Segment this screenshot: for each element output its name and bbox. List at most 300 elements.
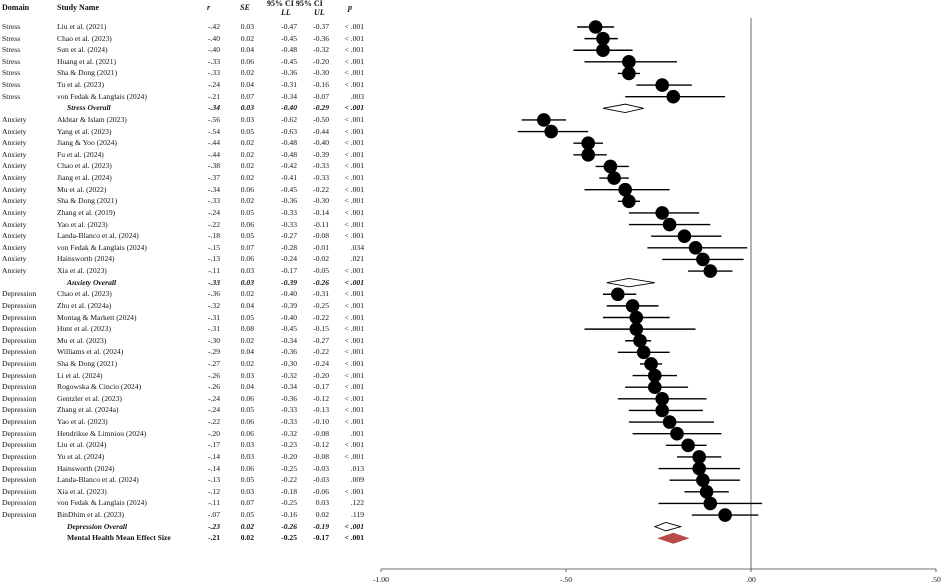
cell-ul: -0.26	[313, 277, 329, 287]
cell-se: 0.08	[240, 324, 254, 334]
overall-diamond	[603, 104, 644, 112]
cell-study: Li et al. (2024)	[57, 370, 103, 380]
cell-se: 0.05	[240, 231, 254, 241]
cell-domain: Depression	[2, 382, 37, 392]
cell-ul: -0.50	[313, 114, 329, 124]
cell-study: Tu et al. (2023)	[57, 80, 104, 90]
grand-mean-diamond	[659, 533, 689, 543]
cell-ul: -0.19	[313, 521, 329, 531]
cell-study: Rogowska & Cincio (2024)	[57, 382, 142, 392]
cell-ul: -0.10	[313, 417, 329, 427]
cell-p: < .001	[344, 266, 364, 276]
cell-p: < .001	[344, 486, 364, 496]
effect-size-point	[655, 392, 669, 406]
cell-ul: -0.44	[313, 126, 329, 136]
cell-domain: Depression	[2, 451, 37, 461]
cell-domain: Depression	[2, 347, 37, 357]
cell-ll: -0.45	[281, 56, 297, 66]
header-r: r	[207, 3, 211, 12]
cell-se: 0.02	[240, 33, 254, 43]
cell-ll: -0.32	[281, 428, 297, 438]
cell-ll: -0.26	[281, 521, 297, 531]
cell-p: < .001	[344, 393, 364, 403]
cell-ul: -0.22	[313, 347, 329, 357]
cell-p: < .001	[344, 161, 364, 171]
cell-ul: -0.08	[313, 451, 329, 461]
effect-size-point	[581, 136, 595, 150]
header-ci: 95% CI 95% CI	[267, 0, 323, 8]
cell-ll: -0.42	[281, 161, 297, 171]
effect-size-point	[696, 473, 710, 487]
cell-se: 0.07	[240, 242, 254, 252]
cell-r: -.29	[207, 347, 220, 357]
cell-study: Yao et al. (2023)	[57, 417, 108, 427]
cell-r: -.11	[208, 266, 220, 276]
cell-ll: -0.36	[281, 196, 297, 206]
cell-ll: -0.63	[281, 126, 297, 136]
cell-ul: -0.06	[313, 486, 329, 496]
cell-ul: -0.05	[313, 266, 329, 276]
cell-p: < .001	[344, 149, 364, 159]
cell-ll: -0.32	[281, 370, 297, 380]
cell-ul: -0.25	[313, 300, 329, 310]
cell-r: -.33	[207, 56, 220, 66]
cell-r: -.44	[207, 149, 220, 159]
effect-size-point	[678, 229, 692, 243]
cell-ll: -0.45	[281, 324, 297, 334]
cell-ll: -0.25	[281, 463, 297, 473]
cell-r: -.34	[207, 103, 220, 113]
cell-domain: Depression	[2, 417, 37, 427]
cell-se: 0.05	[240, 312, 254, 322]
cell-r: -.37	[207, 173, 220, 183]
cell-domain: Stress	[2, 22, 21, 31]
cell-se: 0.05	[240, 510, 254, 520]
cell-ll: -0.34	[281, 91, 297, 101]
cell-r: -.30	[207, 335, 220, 345]
cell-se: 0.04	[240, 45, 254, 55]
cell-study: Jiang et al. (2024)	[57, 173, 112, 183]
cell-r: -.32	[207, 300, 220, 310]
cell-domain: Depression	[2, 335, 37, 345]
cell-ul: -0.20	[313, 370, 329, 380]
cell-study: Landa-Blanco et al. (2024)	[57, 475, 139, 485]
effect-size-point	[648, 369, 662, 383]
cell-domain: Depression	[2, 370, 37, 380]
cell-ul: 0.02	[315, 510, 329, 520]
effect-size-point	[700, 485, 714, 499]
x-tick-label: -.50	[559, 575, 573, 584]
cell-ul: -0.02	[313, 254, 329, 264]
cell-study: Zhang et al. (2019)	[57, 207, 116, 217]
cell-ul: -0.29	[313, 103, 329, 113]
cell-p: < .001	[344, 207, 364, 217]
cell-se: 0.06	[240, 254, 254, 264]
cell-study: BinDhim et al. (2023)	[57, 510, 125, 520]
cell-ll: -0.48	[281, 149, 297, 159]
cell-study: von Fedak & Langlais (2024)	[57, 91, 147, 101]
cell-domain: Anxiety	[2, 126, 27, 136]
effect-size-point	[692, 450, 706, 464]
cell-r: -.15	[207, 242, 220, 252]
cell-se: 0.06	[240, 393, 254, 403]
cell-se: 0.05	[240, 207, 254, 217]
cell-study: von Fedak & Langlais (2024)	[57, 498, 147, 508]
cell-se: 0.02	[240, 173, 254, 183]
cell-p: < .001	[344, 521, 364, 531]
cell-ul: -0.39	[313, 149, 329, 159]
effect-size-point	[630, 322, 644, 336]
cell-study: Mu et al. (2022)	[57, 184, 107, 194]
effect-size-point	[626, 299, 640, 313]
cell-r: -.07	[207, 510, 220, 520]
cell-study: Liu et al. (2024)	[57, 440, 107, 450]
cell-p: < .001	[344, 45, 364, 55]
cell-p: .001	[350, 428, 364, 438]
cell-se: 0.02	[240, 138, 254, 148]
cell-p: < .001	[344, 138, 364, 148]
cell-ll: -0.27	[281, 231, 297, 241]
cell-study: Gentzler et al. (2023)	[57, 393, 122, 403]
cell-study: Xia et al. (2023)	[57, 486, 107, 496]
cell-p: < .001	[344, 114, 364, 124]
cell-ul: -0.16	[313, 80, 329, 90]
cell-ul: -0.24	[313, 358, 329, 368]
effect-size-point	[655, 206, 669, 220]
cell-domain: Depression	[2, 498, 37, 508]
cell-p: < .001	[344, 451, 364, 461]
cell-study: Chao et al. (2023)	[57, 289, 112, 299]
cell-r: -.33	[207, 196, 220, 206]
cell-domain: Anxiety	[2, 161, 27, 171]
cell-p: < .001	[344, 231, 364, 241]
cell-study: Sha & Dong (2021)	[57, 196, 118, 206]
cell-ul: -0.12	[313, 440, 329, 450]
cell-ll: -0.45	[281, 184, 297, 194]
cell-domain: Anxiety	[2, 266, 27, 276]
cell-r: -.24	[207, 207, 220, 217]
cell-domain: Depression	[2, 440, 37, 450]
cell-study: Yao et al. (2023)	[57, 219, 108, 229]
effect-size-point	[637, 346, 651, 360]
cell-ll: -0.39	[281, 277, 297, 287]
cell-domain: Stress	[2, 68, 21, 78]
cell-ll: -0.48	[281, 138, 297, 148]
cell-ll: -0.40	[281, 289, 297, 299]
cell-domain: Depression	[2, 324, 37, 334]
cell-p: .122	[350, 498, 364, 508]
cell-ll: -0.31	[281, 80, 297, 90]
cell-study: Mental Health Mean Effect Size	[67, 533, 171, 543]
cell-r: -.21	[207, 533, 220, 543]
cell-p: < .001	[344, 312, 364, 322]
cell-study: Jiang & Yoo (2024)	[57, 138, 117, 148]
cell-domain: Anxiety	[2, 207, 27, 217]
cell-se: 0.03	[240, 277, 254, 287]
cell-r: -.54	[207, 126, 220, 136]
cell-study: Zhu et al. (2024a)	[57, 300, 112, 310]
cell-study: Chao et al. (2023)	[57, 161, 112, 171]
cell-p: < .001	[344, 370, 364, 380]
cell-ul: -0.17	[313, 382, 329, 392]
cell-ul: -0.20	[313, 56, 329, 66]
cell-study: Liu et al. (2021)	[57, 22, 107, 31]
effect-size-point	[607, 171, 621, 185]
cell-p: < .001	[344, 196, 364, 206]
cell-se: 0.03	[240, 440, 254, 450]
cell-se: 0.07	[240, 91, 254, 101]
cell-se: 0.02	[240, 358, 254, 368]
cell-domain: Anxiety	[2, 219, 27, 229]
cell-r: -.20	[207, 428, 220, 438]
cell-se: 0.03	[240, 103, 254, 113]
cell-se: 0.03	[240, 370, 254, 380]
cell-ul: -0.33	[313, 161, 329, 171]
cell-se: 0.02	[240, 289, 254, 299]
cell-r: -.27	[207, 358, 220, 368]
cell-r: -.44	[207, 138, 220, 148]
cell-r: -.17	[207, 440, 220, 450]
header-p: p	[348, 3, 352, 12]
cell-ul: -0.07	[313, 91, 329, 101]
cell-study: Depression Overall	[67, 521, 128, 531]
cell-r: -.42	[207, 22, 220, 31]
cell-ul: -0.11	[313, 219, 329, 229]
cell-se: 0.03	[240, 22, 254, 31]
cell-domain: Depression	[2, 486, 37, 496]
cell-domain: Stress	[2, 45, 21, 55]
cell-domain: Depression	[2, 358, 37, 368]
cell-ul: -0.31	[313, 289, 329, 299]
cell-p: < .001	[344, 533, 364, 543]
cell-study: Hunt et al. (2023)	[57, 324, 111, 334]
effect-size-point	[618, 183, 632, 197]
cell-study: Sha & Dong (2021)	[57, 68, 118, 78]
cell-se: 0.06	[240, 184, 254, 194]
cell-ll: -0.45	[281, 33, 297, 43]
cell-study: Huang et al. (2021)	[57, 56, 117, 66]
cell-study: Mu et al. (2023)	[57, 335, 107, 345]
cell-r: -.18	[207, 231, 220, 241]
cell-p: < .001	[344, 289, 364, 299]
cell-r: -.38	[207, 161, 220, 171]
cell-study: Sun et al. (2024)	[57, 45, 108, 55]
cell-se: 0.04	[240, 80, 254, 90]
cell-se: 0.04	[240, 382, 254, 392]
effect-size-point	[630, 311, 644, 325]
cell-r: -.23	[207, 521, 220, 531]
effect-size-point	[604, 160, 618, 174]
cell-se: 0.02	[240, 68, 254, 78]
cell-ll: -0.40	[281, 103, 297, 113]
cell-domain: Stress	[2, 33, 21, 43]
cell-p: < .001	[344, 219, 364, 229]
cell-se: 0.05	[240, 405, 254, 415]
header-se: SE	[240, 3, 250, 12]
cell-r: -.26	[207, 382, 220, 392]
effect-size-point	[622, 55, 636, 69]
cell-r: -.36	[207, 289, 220, 299]
effect-size-point	[667, 90, 681, 104]
cell-ll: -0.36	[281, 347, 297, 357]
cell-r: -.34	[207, 184, 220, 194]
cell-ll: -0.25	[281, 533, 297, 543]
cell-ul: -0.12	[313, 393, 329, 403]
cell-study: von Fedak & Langlais (2024)	[57, 242, 147, 252]
cell-r: -.33	[207, 277, 220, 287]
cell-p: .119	[350, 510, 364, 520]
cell-r: -.11	[208, 498, 220, 508]
cell-ul: -0.01	[313, 242, 329, 252]
cell-study: Fu et al. (2024)	[57, 149, 104, 159]
effect-size-point	[663, 218, 677, 232]
cell-p: .013	[350, 463, 364, 473]
cell-se: 0.02	[240, 196, 254, 206]
cell-se: 0.06	[240, 56, 254, 66]
cell-ul: -0.37	[313, 22, 329, 31]
cell-ul: -0.17	[313, 533, 329, 543]
effect-size-point	[704, 497, 718, 511]
cell-ll: -0.24	[281, 254, 297, 264]
cell-domain: Anxiety	[2, 242, 27, 252]
cell-ll: -0.34	[281, 382, 297, 392]
cell-domain: Stress	[2, 56, 21, 66]
cell-ul: -0.22	[313, 312, 329, 322]
cell-domain: Depression	[2, 312, 37, 322]
cell-ll: -0.47	[281, 22, 297, 31]
cell-ul: -0.03	[313, 463, 329, 473]
cell-ul: -0.03	[313, 475, 329, 485]
effect-size-point	[692, 462, 706, 476]
cell-ul: -0.08	[313, 428, 329, 438]
effect-size-point	[596, 43, 610, 57]
cell-ll: -0.41	[281, 173, 297, 183]
cell-ll: -0.36	[281, 68, 297, 78]
x-tick-label: -1.00	[373, 575, 389, 584]
cell-se: 0.05	[240, 126, 254, 136]
cell-p: < .001	[344, 33, 364, 43]
cell-ll: -0.20	[281, 451, 297, 461]
cell-domain: Anxiety	[2, 149, 27, 159]
effect-size-point	[611, 287, 625, 301]
cell-p: < .001	[344, 277, 364, 287]
cell-ll: -0.39	[281, 300, 297, 310]
cell-study: Akhtar & Islam (2023)	[57, 114, 127, 124]
cell-r: -.31	[207, 312, 220, 322]
cell-p: .034	[350, 242, 364, 252]
cell-study: Anxiety Overall	[67, 277, 117, 287]
effect-size-point	[537, 113, 551, 127]
cell-se: 0.06	[240, 428, 254, 438]
cell-ll: -0.33	[281, 207, 297, 217]
cell-ul: -0.33	[313, 173, 329, 183]
cell-se: 0.02	[240, 521, 254, 531]
cell-r: -.13	[207, 475, 220, 485]
effect-size-point	[663, 415, 677, 429]
cell-domain: Depression	[2, 405, 37, 415]
cell-se: 0.04	[240, 347, 254, 357]
header-ll: LL	[281, 8, 291, 17]
cell-p: < .001	[344, 68, 364, 78]
cell-domain: Anxiety	[2, 114, 27, 124]
cell-ll: -0.36	[281, 393, 297, 403]
cell-r: -.40	[207, 33, 220, 43]
cell-study: Hendrikse & Limniou (2024)	[57, 428, 147, 438]
cell-p: < .001	[344, 300, 364, 310]
cell-ll: -0.40	[281, 312, 297, 322]
cell-study: Landa-Blanco et al. (2024)	[57, 231, 139, 241]
cell-study: Xia et al. (2023)	[57, 266, 107, 276]
cell-ll: -0.17	[281, 266, 297, 276]
cell-se: 0.02	[240, 533, 254, 543]
cell-r: -.40	[207, 45, 220, 55]
cell-study: Sha & Dong (2021)	[57, 358, 118, 368]
cell-p: < .001	[344, 440, 364, 450]
cell-ll: -0.18	[281, 486, 297, 496]
cell-study: Yang et al. (2023)	[57, 126, 112, 136]
cell-ul: -0.13	[313, 405, 329, 415]
cell-study: Hainsworth (2024)	[57, 254, 115, 264]
cell-ll: -0.25	[281, 498, 297, 508]
effect-size-point	[589, 20, 603, 34]
cell-domain: Stress	[2, 80, 21, 90]
cell-ll: -0.34	[281, 335, 297, 345]
cell-p: .003	[350, 91, 364, 101]
cell-p: < .001	[344, 324, 364, 334]
effect-size-point	[596, 32, 610, 46]
cell-ll: -0.22	[281, 475, 297, 485]
cell-ul: -0.30	[313, 68, 329, 78]
cell-study: Chao et al. (2023)	[57, 33, 112, 43]
cell-r: -.13	[207, 254, 220, 264]
cell-se: 0.03	[240, 451, 254, 461]
cell-p: < .001	[344, 382, 364, 392]
effect-size-point	[622, 195, 636, 209]
cell-r: -.24	[207, 405, 220, 415]
cell-domain: Anxiety	[2, 196, 27, 206]
cell-r: -.14	[207, 451, 220, 461]
cell-ul: -0.15	[313, 324, 329, 334]
cell-ll: -0.33	[281, 405, 297, 415]
cell-study: Montag & Markett (2024)	[57, 312, 137, 322]
cell-p: < .001	[344, 126, 364, 136]
cell-domain: Depression	[2, 510, 37, 520]
cell-domain: Depression	[2, 393, 37, 403]
cell-domain: Depression	[2, 475, 37, 485]
cell-ul: -0.30	[313, 196, 329, 206]
cell-p: < .001	[344, 173, 364, 183]
header-domain: Domain	[2, 3, 30, 12]
effect-size-point	[544, 125, 558, 139]
cell-ul: -0.32	[313, 45, 329, 55]
cell-domain: Anxiety	[2, 254, 27, 264]
cell-ul: -0.36	[313, 33, 329, 43]
cell-p: < .001	[344, 56, 364, 66]
cell-se: 0.05	[240, 475, 254, 485]
cell-r: -.22	[207, 219, 220, 229]
cell-p: < .001	[344, 184, 364, 194]
cell-p: .009	[350, 475, 364, 485]
effect-size-point	[704, 264, 718, 278]
cell-p: < .001	[344, 80, 364, 90]
cell-ul: -0.14	[313, 207, 329, 217]
effect-size-point	[581, 148, 595, 162]
effect-size-point	[718, 508, 732, 522]
cell-p: < .001	[344, 417, 364, 427]
cell-domain: Anxiety	[2, 173, 27, 183]
cell-se: 0.06	[240, 463, 254, 473]
effect-size-point	[655, 404, 669, 418]
